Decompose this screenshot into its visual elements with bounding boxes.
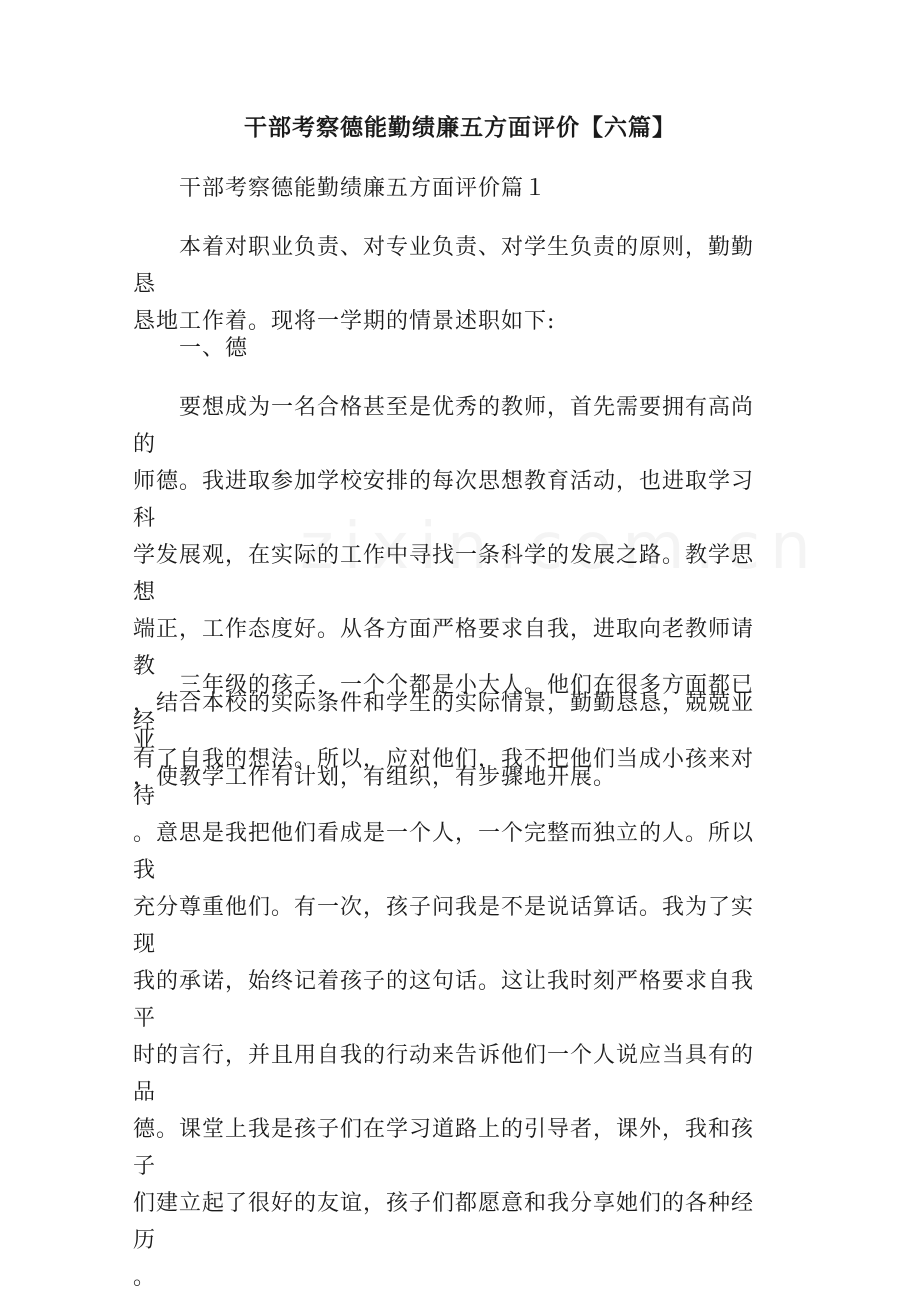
section-heading: 干部考察德能勤绩廉五方面评价篇１: [179, 176, 548, 201]
intro-paragraph: 本着对职业负责、对专业负责、对学生负责的原则，勤勤恳 恳地工作着。现将一学期的情景述职如下:: [133, 235, 755, 334]
subheading-de: 一、德: [179, 336, 249, 361]
body-paragraph-2: 三年级的孩子，一个个都是小大人。他们在很多方面都已经 有了自我的想法。所以，应对他们，我不把他们当成小孩来对待 。意思是我把他们看成是一个人，一个完整而独立的人。所以我 充分尊重他们。有一次，孩子问我是不是说话算话。我为了实现 我的承诺，始终记着孩子的这句话。这让我时刻严格要求自我平 时的言行，并且用自我的行动来告诉他们一个人说应当具有的品 德。课堂上我是孩子们在学习道路上的引导者，课外，我和孩子 们建立起了很好的友谊，孩子们都愿意和我分享她们的各种经历 。: [133, 673, 755, 1290]
document-title: 干部考察德能勤绩廉五方面评价【六篇】: [244, 114, 676, 141]
body-paragraph-1: 要想成为一名合格甚至是优秀的教师，首先需要拥有高尚的 师德。我进取参加学校安排的每次思想教育活动，也进取学习科 学发展观，在实际的工作中寻找一条科学的发展之路。教学思想 端正，工作态度好。从各方面严格要求自我，进取向老教师请教 ，结合本校的实际条件和学生的实际情景，勤勤恳恳，兢兢业业 ，使教学工作有计划，有组织，有步骤地开展。: [133, 395, 755, 790]
